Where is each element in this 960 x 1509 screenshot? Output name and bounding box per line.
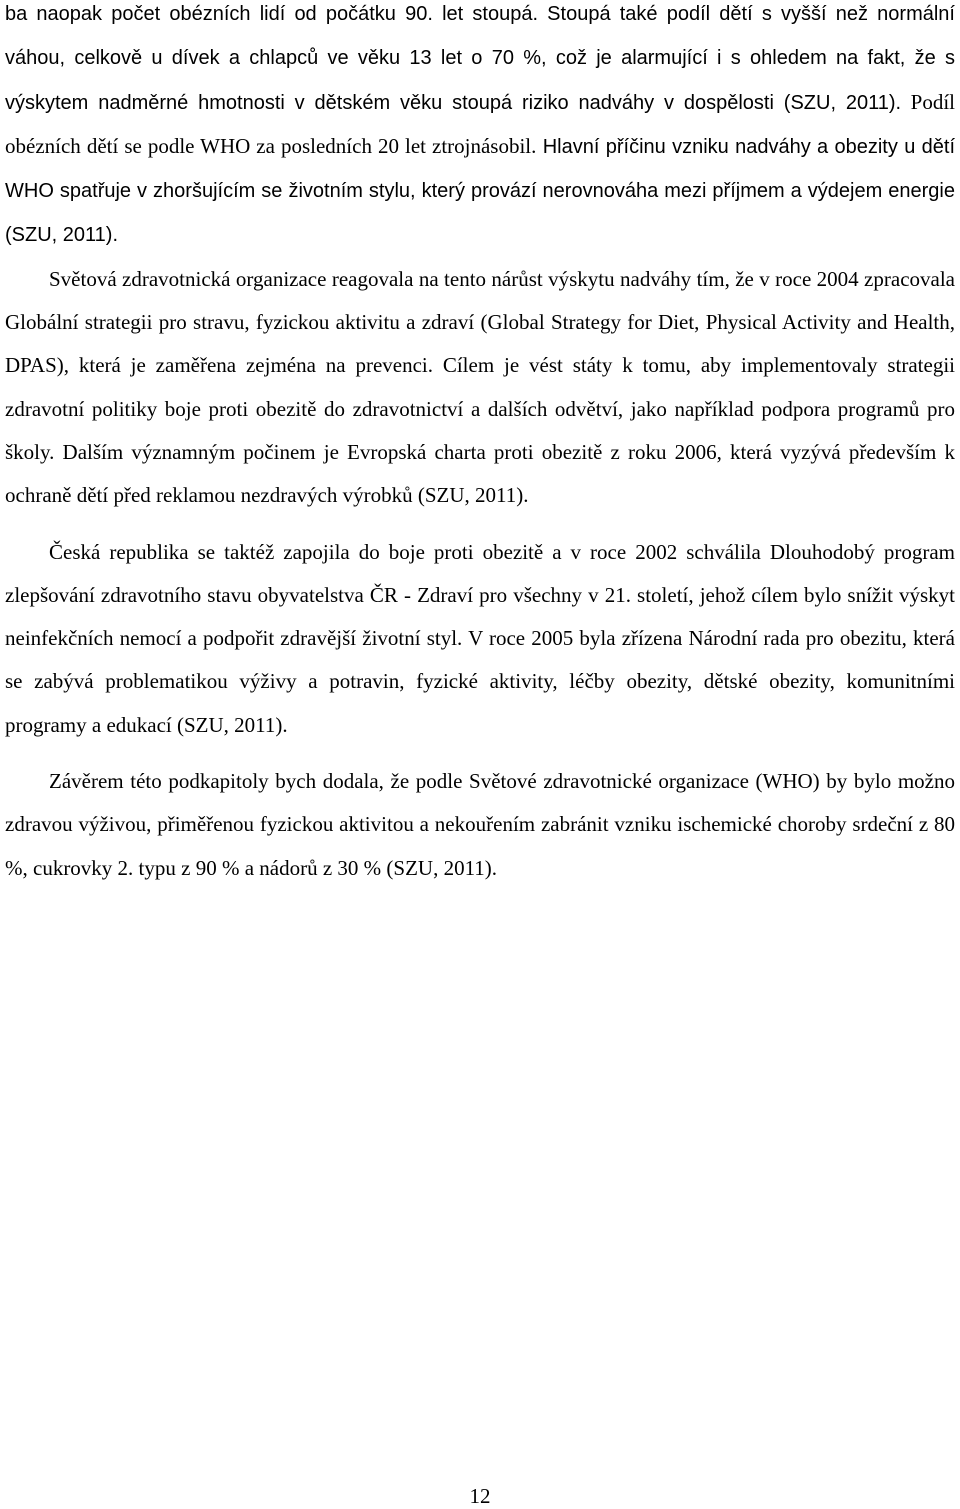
document-page (5, 0, 955, 890)
paragraph-2 (5, 258, 955, 518)
paragraph-4-text: Závěrem této podkapitoly bych dodala, že podle Světové zdravotnické organizace (WHO) by bylo možno zdravou výživou, přiměřenou fyzickou aktivitou a nekouřením zabránit vzniku ischemické choroby srdeční z 80 %, cukrovky 2. typu z 90 % a nádorů z 30 % (SZU, 2011). (5, 769, 955, 880)
paragraph-1 (5, 0, 955, 258)
page-number: 12 (469, 1484, 491, 1508)
paragraph-1-text-b: Podíl obézních dětí se podle WHO za posledních 20 let ztrojnásobil. (5, 89, 955, 158)
paragraph-4 (5, 760, 955, 890)
paragraph-3-text: Česká republika se taktéž zapojila do boje proti obezitě a v roce 2002 schválila Dlouhodobý program zlepšování zdravotního stavu obyvatelstva ČR - Zdraví pro všechny v 21. století, jehož cílem bylo snížit výskyt neinfekčních nemocí a podpořit zdravější životní styl. V roce 2005 byla zřízena Národní rada pro obezitu, která se zabývá problematikou výživy a potravin, fyzické aktivity, léčby obezity, dětské obezity, komunitními programy a edukací (SZU, 2011). (5, 539, 955, 737)
paragraph-1-text-c: Hlavní příčinu vzniku nadváhy a obezity u dětí WHO spatřuje v zhoršujícím se životním stylu, který provází nerovnováha mezi příjmem a výdejem energie (SZU, 2011). (5, 135, 955, 247)
paragraph-3 (5, 531, 955, 747)
paragraph-1-text-a: ba naopak počet obézních lidí od počátku 90. let stoupá. Stoupá také podíl dětí s vyšší než normální váhou, celkově u dívek a chlapců ve věku 13 let o 70 %, což je alarmující i s ohledem na fakt, že s výskytem nadměrné hmotnosti v dětském věku stoupá riziko nadváhy v dospělosti (SZU, 2011). (5, 3, 955, 114)
paragraph-2-text: Světová zdravotnická organizace reagovala na tento nárůst výskytu nadváhy tím, že v roce 2004 zpracovala Globální strategii pro stravu, fyzickou aktivitu a zdraví (Global Strategy for Diet, Physical Activity and Health, DPAS), která je zaměřena zejména na prevenci. Cílem je vést státy k tomu, aby implementovaly strategii zdravotní politiky boje proti obezitě do zdravotnictví a dalších odvětví, jako například podpora programů pro školy. Dalším významným počinem je Evropská charta proti obezitě z roku 2006, která vyzývá především k ochraně dětí před reklamou nezdravých výrobků (SZU, 2011). (5, 266, 955, 508)
